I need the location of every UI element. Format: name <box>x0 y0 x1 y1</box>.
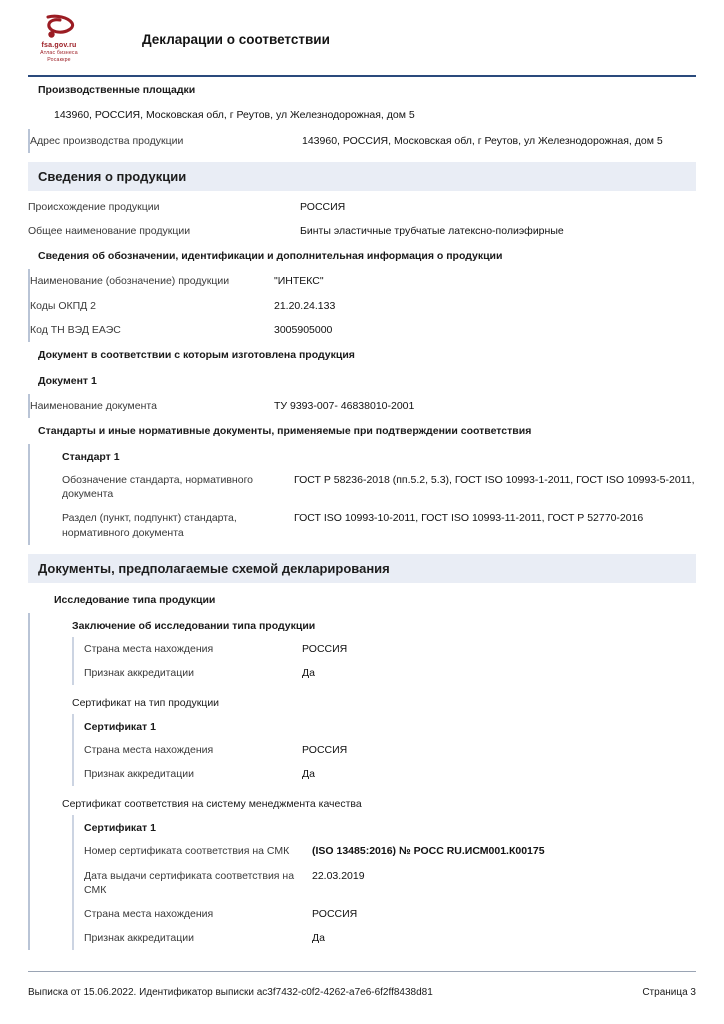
conclusion-country-label: Страна места нахождения <box>84 642 214 655</box>
site-address-plain-value: 143960, РОССИЯ, Московская обл, г Реутов, ул Железнодорожная, дом 5 <box>54 109 415 121</box>
type-study-heading: Исследование типа продукции <box>54 593 216 606</box>
product-common-name-row <box>28 219 696 243</box>
conclusion-country-value: РОССИЯ <box>302 642 348 655</box>
conclusion-accreditation-label: Признак аккредитации <box>84 666 194 679</box>
site-address-plain <box>28 103 696 129</box>
standard-1-group <box>28 444 696 545</box>
standard-section-row <box>56 506 696 544</box>
type-study-group <box>28 613 696 951</box>
production-sites-heading: Производственные площадки <box>38 84 196 96</box>
fsa-logo-subtitle: Атлас бизнеса Росаккре <box>40 50 78 64</box>
qms-date-label: Дата выдачи сертификата соответствия на СМК <box>84 869 295 896</box>
site-address-row <box>28 129 696 153</box>
qms-certificate-heading: Сертификат соответствия на систему менеджмента качества <box>62 798 362 811</box>
fsa-logo <box>28 14 90 64</box>
site-address-label: Адрес производства продукции <box>30 134 184 147</box>
fsa-logo-icon <box>42 14 76 40</box>
product-tnved-label: Код ТН ВЭД ЕАЭС <box>30 323 121 336</box>
standard-section-value: ГОСТ ISO 10993-10-2011, ГОСТ ISO 10993-11-2011, ГОСТ Р 52770-2016 <box>294 512 644 525</box>
page-footer <box>28 987 696 998</box>
certificate-country-row <box>84 738 696 762</box>
product-common-name-value: Бинты эластичные трубчатые латексно-полиэфирные <box>300 225 564 238</box>
product-name-value: "ИНТЕКС" <box>274 275 324 288</box>
qms-number-value: (ISO 13485:2016) № РОСС RU.ИСМ001.К00175 <box>312 845 545 858</box>
certificate-accreditation-value: Да <box>302 768 315 781</box>
qms-country-label: Страна места нахождения <box>84 907 214 920</box>
product-type-certificate-group <box>72 714 696 786</box>
manufacturing-document-heading: Документ в соответствии с которым изготовлена продукция <box>38 348 355 361</box>
certificate-country-label: Страна места нахождения <box>84 744 214 757</box>
qms-accreditation-value: Да <box>312 932 325 945</box>
standard-section-label: Раздел (пункт, подпункт) стандарта, нормативного документа <box>62 512 237 539</box>
standards-heading: Стандарты и иные нормативные документы, применяемые при подтверждении соответствия <box>38 425 532 438</box>
qms-number-label: Номер сертификата соответствия на СМК <box>84 845 290 858</box>
product-type-certificate-heading: Сертификат на тип продукции <box>72 697 220 710</box>
qms-date-row <box>84 864 696 902</box>
qms-accreditation-row <box>84 926 696 950</box>
document-name-value: ТУ 9393-007- 46838010-2001 <box>274 399 415 412</box>
product-name-label: Наименование (обозначение) продукции <box>30 275 230 288</box>
standard-designation-label: Обозначение стандарта, нормативного документа <box>62 474 254 501</box>
conclusion-country-row <box>84 637 696 661</box>
fsa-logo-text <box>28 41 90 64</box>
product-origin-label: Происхождение продукции <box>28 201 160 214</box>
document-name-row <box>28 394 696 418</box>
qms-number-row <box>84 839 696 863</box>
conclusion-accreditation-value: Да <box>302 666 315 679</box>
qms-certificate-1-heading: Сертификат 1 <box>84 822 156 835</box>
qms-date-value: 22.03.2019 <box>312 869 365 882</box>
product-name-row <box>28 269 696 293</box>
certificate-country-value: РОССИЯ <box>302 744 348 757</box>
page-header <box>28 0 696 72</box>
type-study-conclusion-heading: Заключение об исследовании типа продукции <box>72 619 316 632</box>
product-origin-row <box>28 195 696 219</box>
standard-designation-row <box>56 468 696 506</box>
product-tnved-value: 3005905000 <box>274 323 333 336</box>
document-1-heading: Документ 1 <box>38 374 97 387</box>
product-identification-heading: Сведения об обозначении, идентификации и дополнительная информация о продукции <box>38 250 503 263</box>
section-product-info: Сведения о продукции <box>28 162 696 191</box>
certificate-accreditation-label: Признак аккредитации <box>84 768 194 781</box>
certificate-accreditation-row <box>84 762 696 786</box>
standard-designation-value: ГОСТ Р 58236-2018 (пп.5.2, 5.3), ГОСТ ISO 10993-1-2011, ГОСТ ISO 10993-5-2011, <box>294 474 695 487</box>
footer-divider <box>28 971 696 972</box>
footer-page-number: Страница 3 <box>642 987 696 998</box>
product-okpd-label: Коды ОКПД 2 <box>30 299 97 312</box>
conclusion-accreditation-row <box>84 661 696 685</box>
type-study-conclusion-fields <box>72 637 696 685</box>
footer-extract-info: Выписка от 15.06.2022. Идентификатор выписки ac3f7432-c0f2-4262-a7e6-6f2ff8438d81 <box>28 987 433 998</box>
product-okpd-value: 21.20.24.133 <box>274 299 336 312</box>
qms-country-value: РОССИЯ <box>312 907 358 920</box>
standard-1-heading: Стандарт 1 <box>62 451 120 464</box>
certificate-1-heading: Сертификат 1 <box>84 721 156 734</box>
qms-certificate-group <box>72 815 696 950</box>
product-origin-value: РОССИЯ <box>300 201 346 214</box>
fsa-logo-domain: fsa.gov.ru <box>41 41 77 49</box>
qms-country-row <box>84 902 696 926</box>
product-okpd-row <box>28 294 696 318</box>
document-name-label: Наименование документа <box>30 399 157 412</box>
site-address-value: 143960, РОССИЯ, Московская обл, г Реутов, ул Железнодорожная, дом 5 <box>302 134 663 147</box>
product-common-name-label: Общее наименование продукции <box>28 225 191 238</box>
qms-accreditation-label: Признак аккредитации <box>84 932 194 945</box>
section-scheme-documents: Документы, предполагаемые схемой декларирования <box>28 554 696 583</box>
page-title: Декларации о соответствии <box>142 31 330 47</box>
product-tnved-row <box>28 318 696 342</box>
